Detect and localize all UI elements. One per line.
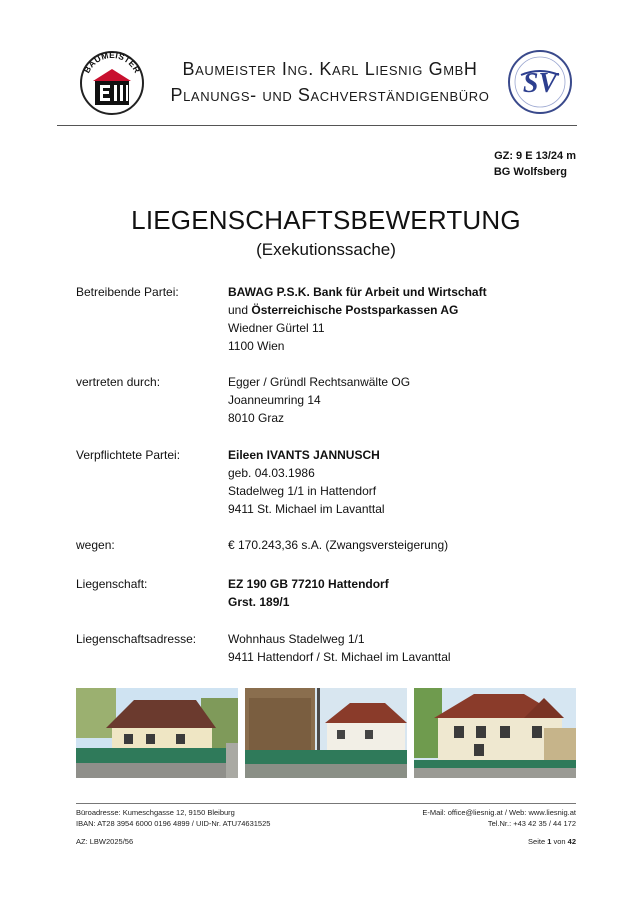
property-photo-2	[245, 688, 407, 778]
footer-contact: E-Mail: office@liesnig.at / Web: www.liesnig.at	[422, 808, 576, 817]
page-number	[528, 837, 576, 847]
liegenschaft-line2: Grst. 189/1	[228, 595, 290, 609]
baumeister-logo	[79, 47, 145, 117]
footer-address: Büroadresse: Kumeschgasse 12, 9150 Bleiburg	[76, 808, 235, 817]
verpflichtete-line2: geb. 04.03.1986	[228, 466, 315, 480]
verpflichtete-line1: Eileen IVANTS JANNUSCH	[228, 448, 380, 462]
betreibende-line3: Wiedner Gürtel 11	[228, 321, 325, 335]
betreibende-line1: BAWAG P.S.K. Bank für Arbeit und Wirtschaft	[228, 285, 487, 299]
verpflichtete-line4: 9411 St. Michael im Lavanttal	[228, 502, 385, 516]
footer-az: AZ: LBW2025/56	[76, 837, 134, 846]
wegen-value: € 170.243,36 s.A. (Zwangsversteigerung)	[228, 538, 449, 552]
adresse-line2: 9411 Hattendorf / St. Michael im Lavanttal	[228, 650, 451, 664]
vertreten-line2: Joanneumring 14	[228, 393, 321, 407]
header-divider	[57, 125, 577, 126]
vertreten-line1: Egger / Gründl Rechtsanwälte OG	[228, 375, 411, 389]
label-wegen: wegen:	[76, 538, 115, 552]
logo-right-text: SV	[522, 68, 558, 99]
betreibende-line4: 1100 Wien	[228, 339, 285, 353]
page-total: 42	[567, 837, 576, 846]
betreibende-partei-value	[228, 283, 487, 355]
footer-divider	[76, 803, 576, 804]
court-name: BG Wolfsberg	[493, 166, 567, 178]
betreibende-line2-prefix: und	[228, 303, 252, 317]
label-verpflichtete-partei: Verpflichtete Partei:	[76, 448, 181, 462]
company-subtitle: Planungs- und Sachverständigenbüro	[170, 85, 490, 105]
betreibende-line2	[228, 301, 487, 319]
adresse-line1: Wohnhaus Stadelweg 1/1	[228, 632, 365, 646]
page-current: 1	[547, 837, 552, 846]
page-mid: von	[551, 837, 568, 846]
verpflichtete-partei-value	[228, 446, 385, 518]
document-title: LIEGENSCHAFTSBEWERTUNG	[131, 205, 521, 235]
betreibende-line2-bold: Österreichische Postsparkassen AG	[251, 303, 459, 317]
document-subtitle: (Exekutionssache)	[256, 240, 396, 259]
company-name: Baumeister Ing. Karl Liesnig GmbH	[182, 59, 478, 79]
vertreten-line3: 8010 Graz	[228, 411, 285, 425]
property-photo-1	[76, 688, 238, 778]
footer-phone: Tel.Nr.: +43 42 35 / 44 172	[487, 819, 576, 828]
footer-bank: IBAN: AT28 3954 6000 0196 4899 / UID-Nr. ATU74631525	[76, 819, 271, 828]
verpflichtete-line3: Stadelweg 1/1 in Hattendorf	[228, 484, 377, 498]
vertreten-durch-value	[228, 373, 410, 427]
page-prefix: Seite	[528, 837, 548, 846]
property-photo-3	[414, 688, 576, 778]
label-betreibende-partei: Betreibende Partei:	[76, 285, 179, 299]
liegenschaftsadresse-value	[228, 630, 451, 666]
label-liegenschaft: Liegenschaft:	[76, 577, 148, 591]
liegenschaft-line1: EZ 190 GB 77210 Hattendorf	[228, 577, 389, 591]
sv-logo	[507, 49, 573, 115]
label-liegenschaftsadresse: Liegenschaftsadresse:	[76, 632, 197, 646]
label-vertreten-durch: vertreten durch:	[76, 375, 161, 389]
case-number: GZ: 9 E 13/24 m	[494, 150, 576, 162]
logo-left-text: BAUMEISTER	[81, 49, 143, 75]
liegenschaft-value	[228, 575, 389, 611]
